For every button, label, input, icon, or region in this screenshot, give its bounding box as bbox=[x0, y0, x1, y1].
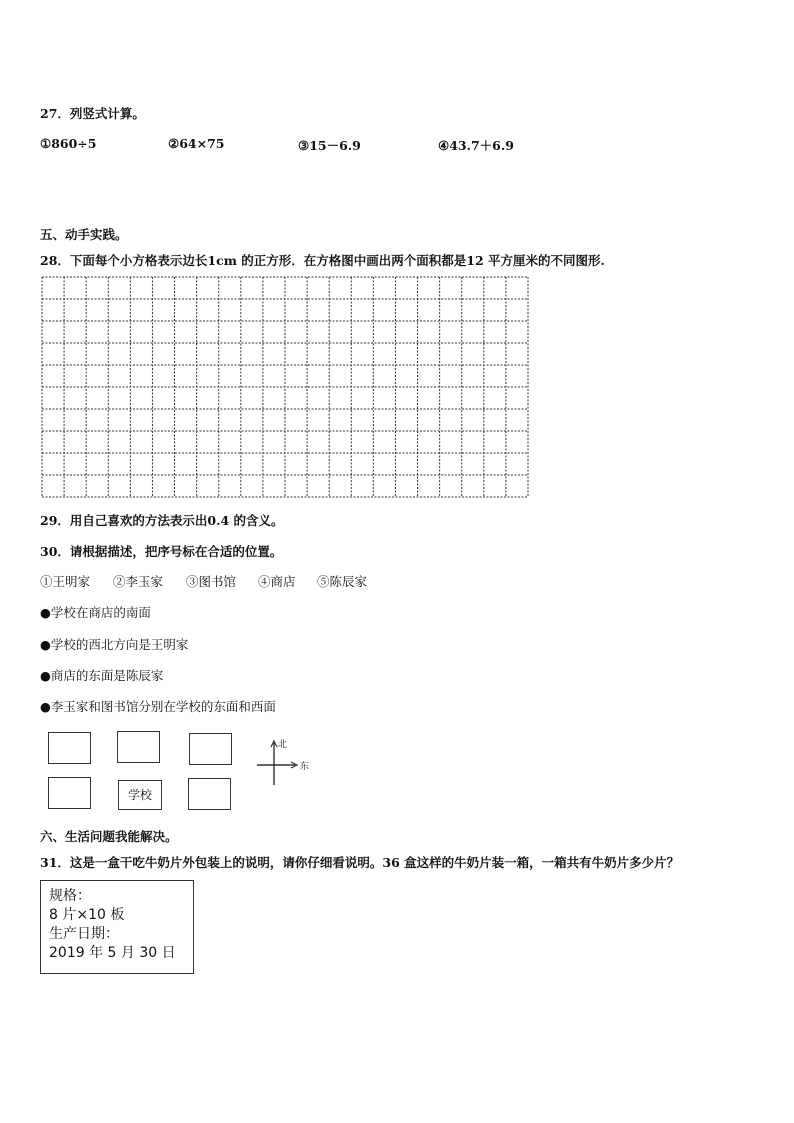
section-5-heading: 五、动手实践。 bbox=[40, 227, 128, 242]
q30-title: 30．请根据描述，把序号标在合适的位置。 bbox=[40, 544, 283, 559]
compass-north-label: 北 bbox=[278, 740, 288, 750]
q29-title: 29．用自己喜欢的方法表示出0.4 的含义。 bbox=[40, 513, 284, 528]
position-box-top-left[interactable] bbox=[48, 732, 91, 764]
q27-item-2: ②64×75 bbox=[168, 136, 225, 151]
q27-item-4: ④43.7＋6.9 bbox=[438, 138, 514, 153]
position-box-bottom-right[interactable] bbox=[188, 778, 231, 810]
position-box-top-right[interactable] bbox=[189, 733, 232, 765]
q30-clue-4: ●李玉家和图书馆分别在学校的东面和西面 bbox=[40, 699, 276, 714]
q27-title: 27．列竖式计算。 bbox=[40, 106, 145, 121]
q30-clue-2: ●学校的西北方向是王明家 bbox=[40, 637, 189, 652]
q30-option-5: ⑤陈辰家 bbox=[317, 574, 368, 589]
school-box bbox=[118, 780, 162, 810]
spec-line-2: 8 片×10 板 bbox=[49, 907, 125, 923]
product-spec-box bbox=[40, 880, 194, 974]
square-grid[interactable] bbox=[41, 276, 529, 498]
position-box-top-middle[interactable] bbox=[117, 731, 160, 763]
compass bbox=[255, 737, 315, 792]
q30-clue-1: ●学校在商店的南面 bbox=[40, 605, 151, 620]
compass-east-label: 东 bbox=[300, 762, 310, 772]
school-label: 学校 bbox=[127, 788, 152, 802]
q30-option-2: ②李玉家 bbox=[113, 574, 164, 589]
q27-item-3: ③15－6.9 bbox=[298, 138, 361, 153]
q30-option-3: ③图书馆 bbox=[186, 574, 237, 589]
q30-option-4: ④商店 bbox=[258, 574, 296, 589]
grid-svg bbox=[41, 276, 529, 498]
q28-title: 28．下面每个小方格表示边长1cm 的正方形．在方格图中画出两个面积都是12 平方厘米的不同图形. bbox=[40, 253, 605, 268]
spec-line-4: 2019 年 5 月 30 日 bbox=[49, 945, 176, 961]
section-6-heading: 六、生活问题我能解决。 bbox=[40, 829, 178, 844]
q30-option-1: ①王明家 bbox=[40, 574, 91, 589]
q30-clue-3: ●商店的东面是陈辰家 bbox=[40, 668, 164, 683]
spec-line-3: 生产日期： bbox=[49, 926, 119, 942]
q27-item-1: ①860÷5 bbox=[40, 136, 97, 151]
position-box-bottom-left[interactable] bbox=[48, 777, 91, 809]
q31-title: 31．这是一盒干吃牛奶片外包装上的说明，请你仔细看说明。36 盒这样的牛奶片装一箱，一箱共有牛奶片多少片？ bbox=[40, 855, 680, 870]
spec-line-1: 规格： bbox=[49, 888, 91, 904]
